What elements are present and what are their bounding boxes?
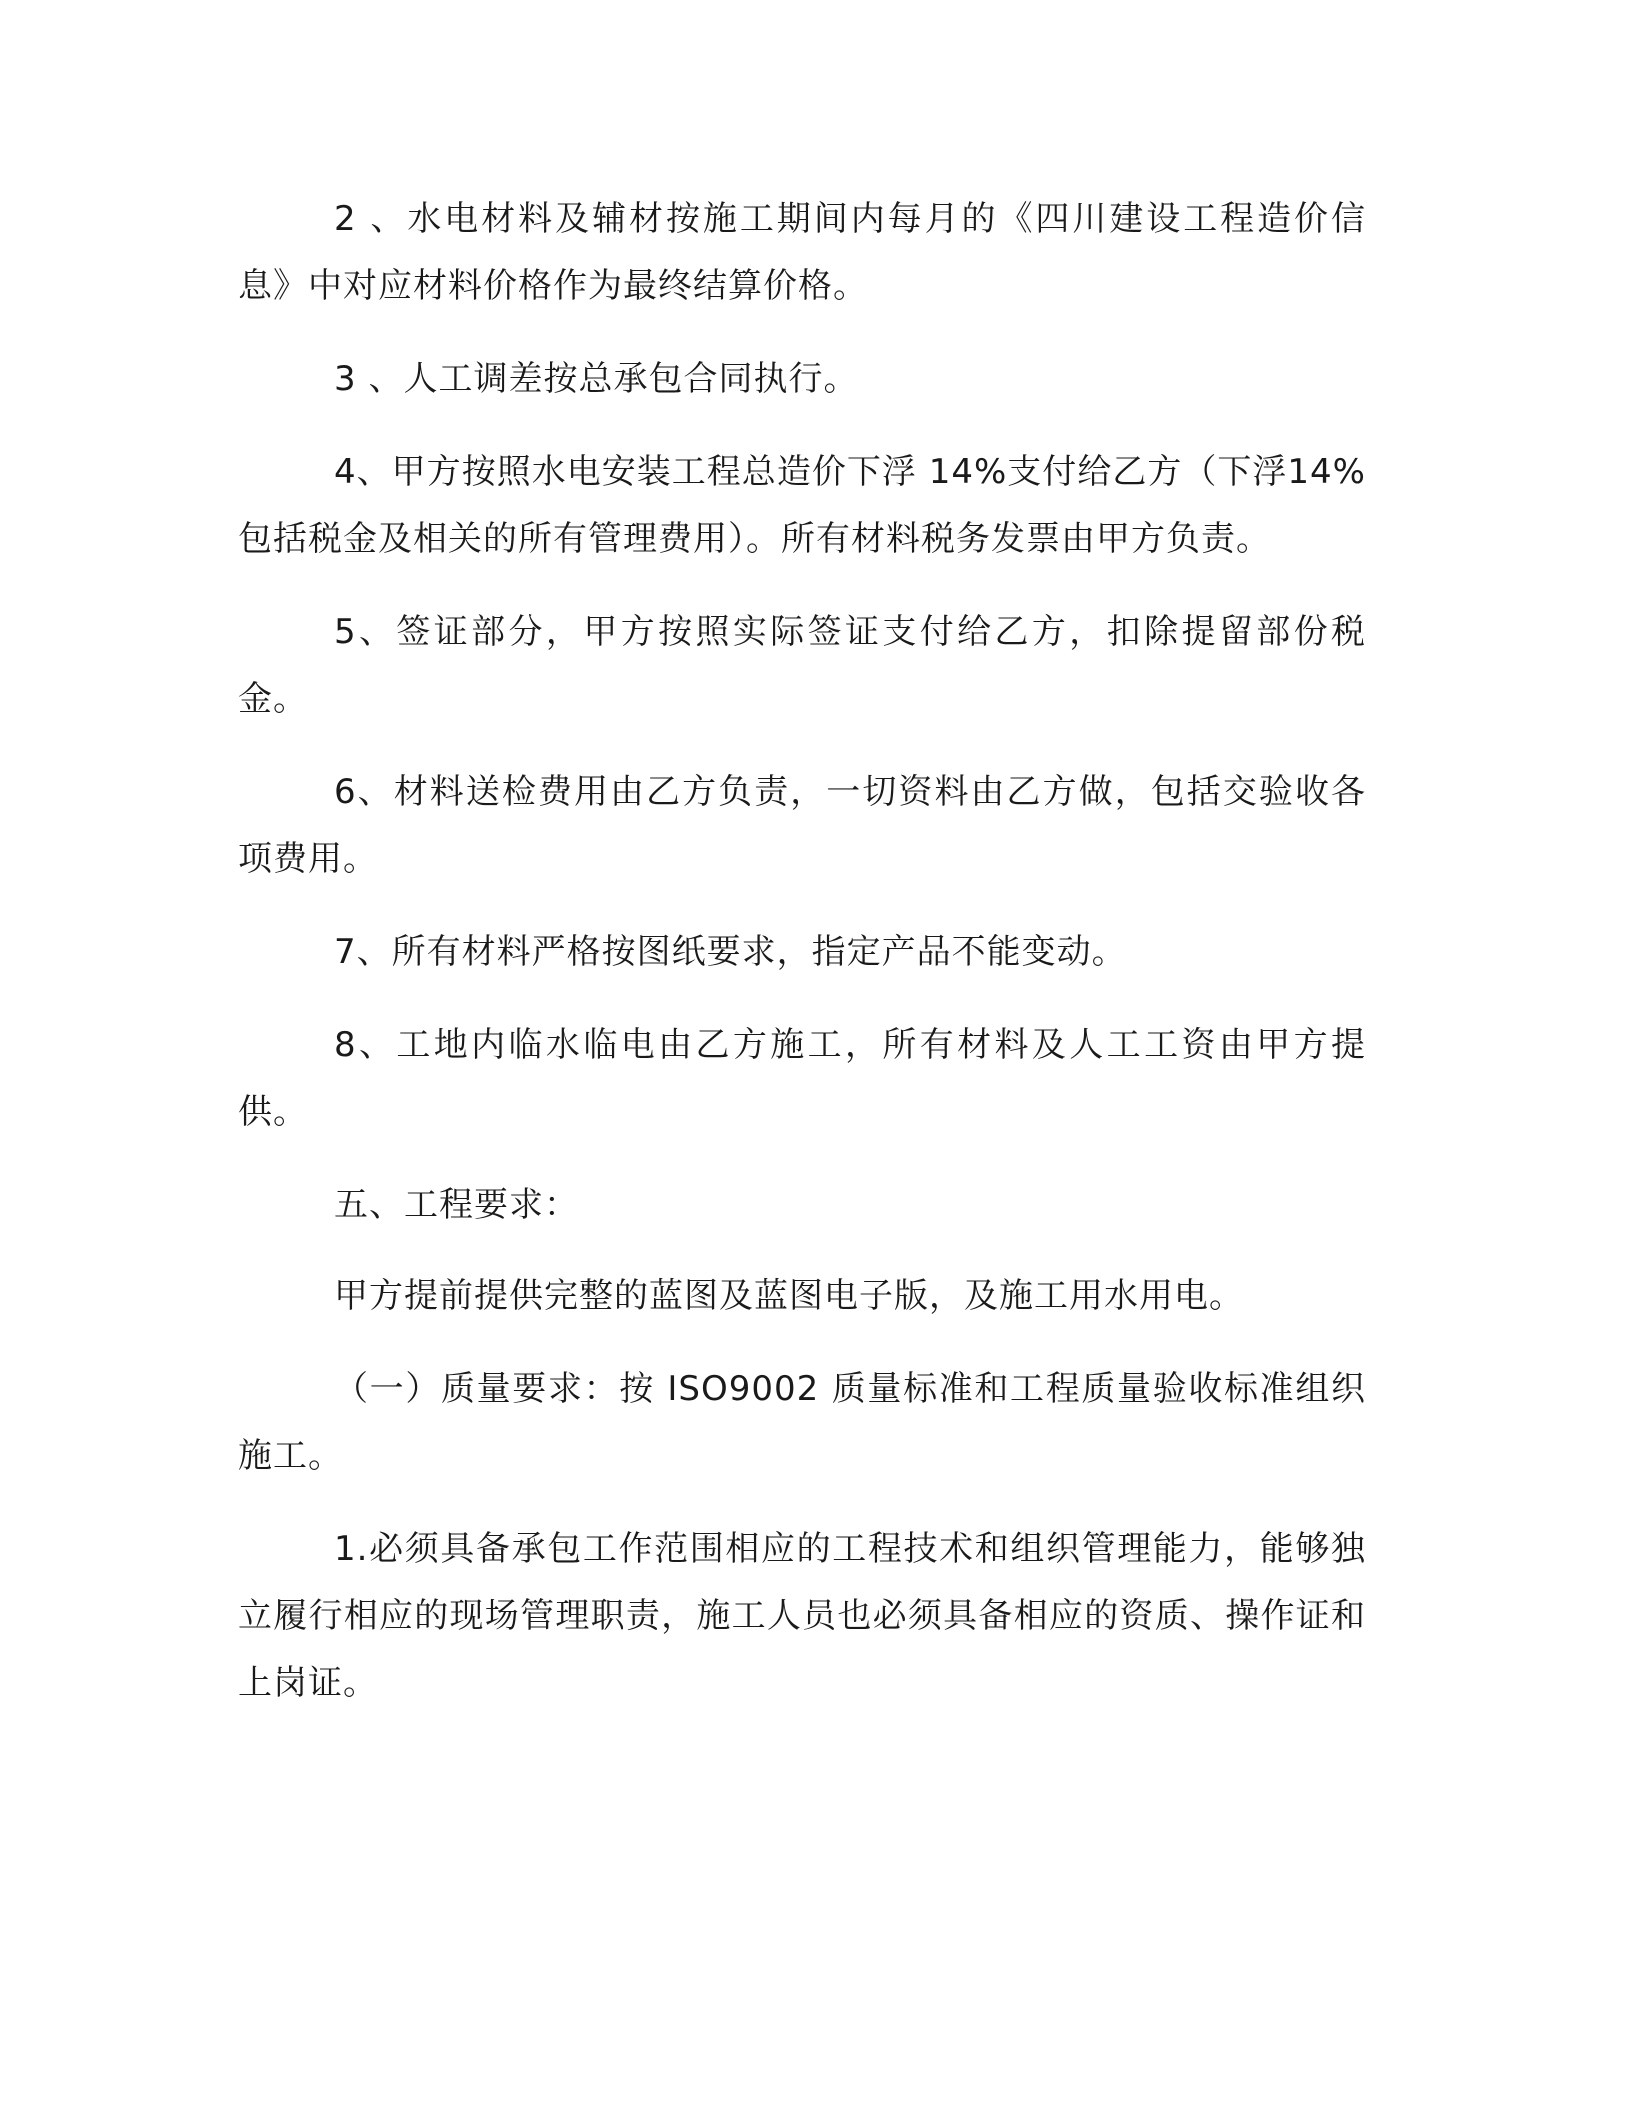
paragraph-qualification: 1.必须具备承包工作范围相应的工程技术和组织管理能力，能够独立履行相应的现场管理职责，施工人员也必须具备相应的资质、操作证和上岗证。	[238, 1529, 1366, 1703]
paragraph-blueprints: 甲方提前提供完整的蓝图及蓝图电子版，及施工用水用电。	[334, 1276, 1244, 1316]
paragraph-temporary-utilities: 8、工地内临水临电由乙方施工，所有材料及人工工资由甲方提供。	[238, 1025, 1366, 1132]
paragraph-labor-adjustment: 3 、人工调差按总承包合同执行。	[334, 359, 859, 399]
paragraph-material-requirements: 7、所有材料严格按图纸要求，指定产品不能变动。	[334, 932, 1127, 972]
document-body	[238, 186, 1366, 1717]
paragraph-material-pricing: 2 、水电材料及辅材按施工期间内每月的《四川建设工程造价信息》中对应材料价格作为最终结算价格。	[238, 199, 1366, 306]
paragraph-payment-terms: 4、甲方按照水电安装工程总造价下浮 14%支付给乙方（下浮14%包括税金及相关的所有管理费用）。所有材料税务发票由甲方负责。	[238, 452, 1366, 559]
paragraph-inspection-fees: 6、材料送检费用由乙方负责，一切资料由乙方做，包括交验收各项费用。	[238, 772, 1366, 879]
paragraph-visa-section: 5、签证部分，甲方按照实际签证支付给乙方，扣除提留部份税金。	[238, 612, 1366, 719]
paragraph-quality-requirements: （一）质量要求：按 ISO9002 质量标准和工程质量验收标准组织施工。	[238, 1369, 1366, 1476]
section-heading-project-requirements: 五、工程要求：	[334, 1185, 579, 1225]
